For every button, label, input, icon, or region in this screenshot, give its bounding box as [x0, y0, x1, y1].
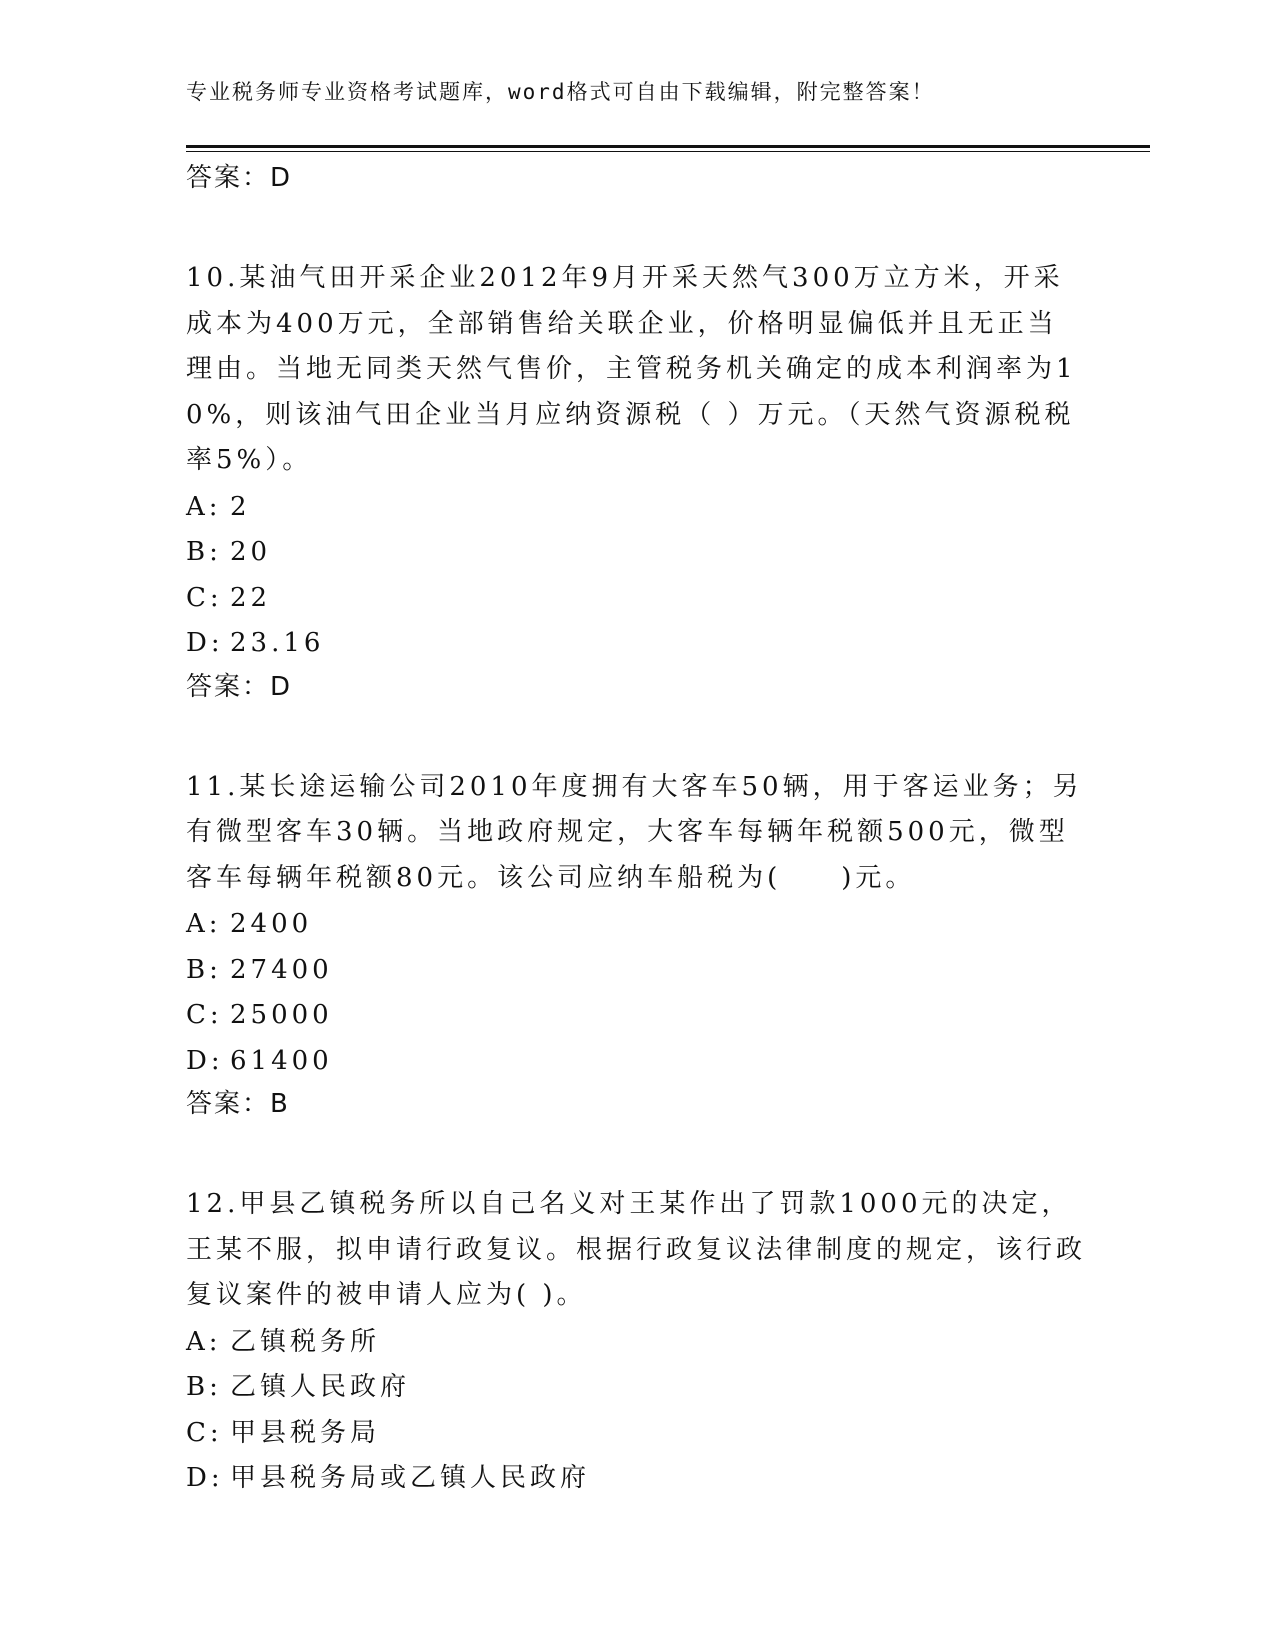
option-a [186, 902, 1086, 948]
option-text: 22 [230, 582, 272, 613]
option-c [186, 576, 1086, 622]
option-b [186, 1365, 1086, 1411]
option-b [186, 948, 1086, 994]
option-text: 2400 [230, 909, 313, 939]
options-list [186, 1320, 1086, 1502]
option-text: 甲县税务局或乙镇人民政府 [230, 1463, 591, 1493]
question-stem: 11.某长途运输公司2010年度拥有大客车50辆，用于客运业务；另有微型客车30辆。当地政府规定，大客车每辆年税额500元，微型客车每辆年税额80元。该公司应纳车船税为( )元。 [186, 771, 1083, 893]
question-10 [186, 256, 1086, 705]
option-letter: B: [186, 1372, 222, 1402]
answer-line: 答案：D [186, 671, 293, 702]
question-12 [186, 1182, 1086, 1502]
option-text: 20 [230, 537, 272, 567]
option-letter: A: [186, 491, 222, 522]
option-letter: D: [186, 1045, 224, 1076]
option-a [186, 1320, 1086, 1366]
option-a [186, 485, 1086, 531]
option-text: 甲县税务局 [230, 1417, 381, 1448]
options-list [186, 485, 1086, 667]
option-letter: B: [186, 954, 222, 985]
page-header-text: 专业税务师专业资格考试题库，word格式可自由下载编辑，附完整答案！ [186, 80, 935, 104]
page-content [186, 160, 1086, 1502]
option-text: 27400 [230, 954, 333, 985]
option-d [186, 1456, 1086, 1502]
header-rule-thin [186, 151, 1150, 152]
option-letter: A: [186, 909, 222, 939]
options-list [186, 902, 1086, 1084]
option-letter: C: [186, 1000, 223, 1030]
option-text: 61400 [230, 1045, 333, 1076]
option-b [186, 530, 1086, 576]
option-letter: A: [186, 1326, 222, 1357]
option-text: 2 [230, 491, 251, 522]
option-letter: D: [186, 628, 224, 658]
question-stem: 12.甲县乙镇税务所以自己名义对王某作出了罚款1000元的决定，王某不服，拟申请行政复议。根据行政复议法律制度的规定，该行政复议案件的被申请人应为( )。 [186, 1189, 1087, 1310]
option-text: 乙镇人民政府 [230, 1372, 411, 1402]
option-d [186, 621, 1086, 667]
option-d [186, 1039, 1086, 1085]
option-letter: C: [186, 1417, 223, 1448]
question-stem: 10.某油气田开采企业2012年9月开采天然气300万立方米，开采成本为400万元，全部销售给关联企业，价格明显偏低并且无正当理由。当地无同类天然气售价，主管税务机关确定的成本利润率为10%，则该油气田企业当月应纳资源税（ ）万元。（天然气资源税税率5%）。 [186, 263, 1077, 475]
option-letter: B: [186, 537, 222, 567]
option-text: 乙镇税务所 [230, 1326, 381, 1357]
option-c [186, 993, 1086, 1039]
answer-line: 答案：B [186, 1089, 290, 1119]
option-text: 23.16 [230, 628, 325, 658]
option-letter: C: [186, 582, 223, 613]
answer-line: 答案：D [186, 163, 293, 193]
option-text: 25000 [230, 1000, 333, 1030]
question-11 [186, 765, 1086, 1123]
option-letter: D: [186, 1463, 224, 1493]
header-rule-thick [186, 145, 1150, 148]
option-c [186, 1411, 1086, 1457]
